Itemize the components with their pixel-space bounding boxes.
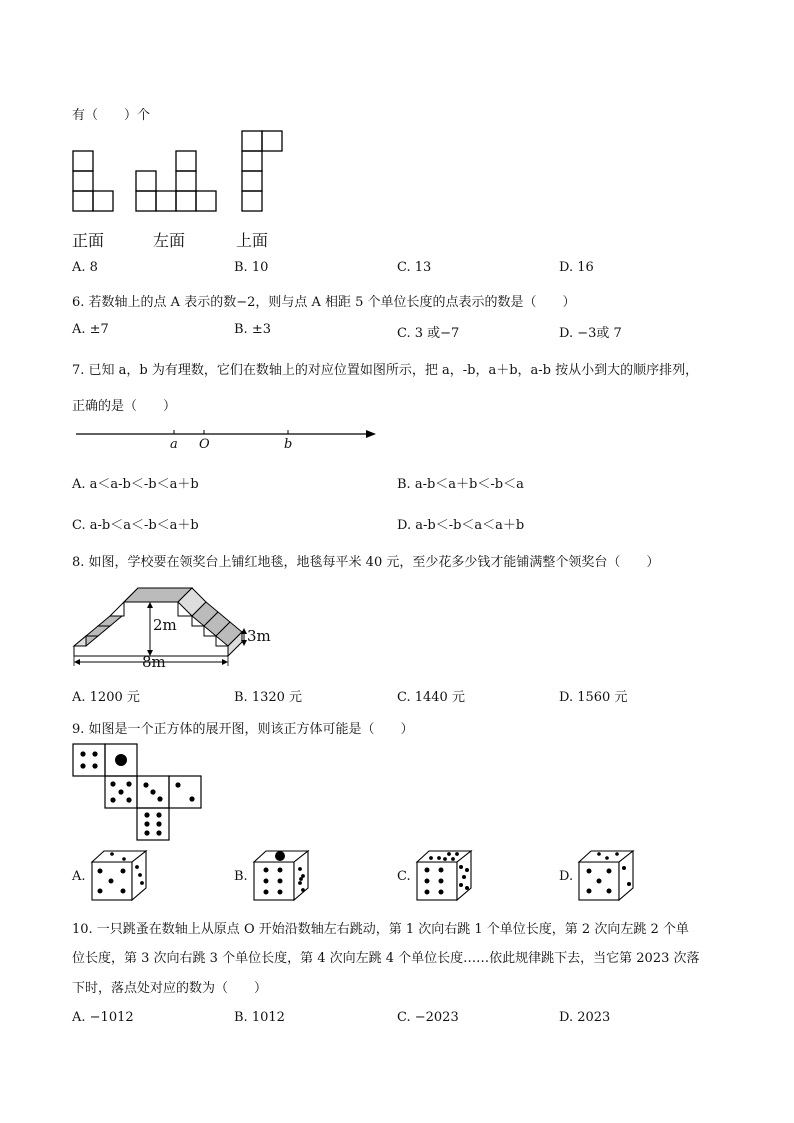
q6-option-d[interactable]: D. −3或 7: [559, 326, 622, 341]
q7-text-line2: 正确的是（ ）: [72, 399, 177, 414]
q9-option-a-cube[interactable]: [90, 850, 152, 902]
q5-label-top: 上面: [236, 231, 269, 250]
q8-option-d[interactable]: D. 1560 元: [559, 690, 628, 705]
q7-option-d[interactable]: D. a-b＜-b＜a＜a＋b: [397, 518, 525, 533]
q5-option-a[interactable]: A. 8: [72, 260, 98, 275]
q8-dim-width: 8m: [142, 653, 166, 671]
q5-option-d[interactable]: D. 16: [559, 260, 594, 275]
q5-text: 有（ ）个: [72, 108, 151, 123]
q9-option-d-label[interactable]: D.: [559, 869, 574, 884]
q5-label-left: 左面: [153, 231, 186, 250]
q8-option-b[interactable]: B. 1320 元: [234, 690, 303, 705]
q10-text-line2: 位长度，第 3 次向右跳 3 个单位长度，第 4 次向左跳 4 个单位长度……依此规律跳下去，当它第 2023 次落: [72, 951, 700, 966]
q10-text-line1: 10. 一只跳蚤在数轴上从原点 O 开始沿数轴左右跳动，第 1 次向右跳 1 个单位长度，第 2 次向左跳 2 个单: [72, 922, 689, 937]
q9-option-b-cube[interactable]: [252, 850, 314, 902]
q6-option-a[interactable]: A. ±7: [72, 322, 109, 337]
q5-left-view: [135, 150, 219, 214]
q7-axis-label-a: a: [170, 437, 178, 452]
q7-option-b[interactable]: B. a-b＜a＋b＜-b＜a: [397, 477, 524, 492]
q6-option-b[interactable]: B. ±3: [234, 322, 271, 337]
q10-text-line3: 下时，落点处对应的数为（ ）: [72, 981, 268, 996]
q5-front-view: [72, 150, 116, 214]
q7-option-c[interactable]: C. a-b＜a＜-b＜a＋b: [72, 518, 199, 533]
q10-option-a[interactable]: A. −1012: [72, 1010, 134, 1025]
q9-cube-net: [72, 743, 206, 843]
q9-text: 9. 如图是一个正方体的展开图，则该正方体可能是（ ）: [72, 722, 414, 737]
q8-text: 8. 如图，学校要在领奖台上铺红地毯，地毯每平米 40 元，至少花多少钱才能铺满整个领奖台（ ）: [72, 555, 660, 570]
q8-option-c[interactable]: C. 1440 元: [397, 690, 465, 705]
q9-option-c-cube[interactable]: [415, 850, 477, 902]
q9-option-d-cube[interactable]: [577, 850, 639, 902]
q7-axis-label-b: b: [284, 437, 293, 452]
q8-podium-figure: [72, 580, 282, 672]
q7-axis-label-o: O: [199, 437, 210, 452]
q7-option-a[interactable]: A. a＜a-b＜-b＜a＋b: [72, 477, 199, 492]
q6-text: 6. 若数轴上的点 A 表示的数−2，则与点 A 相距 5 个单位长度的点表示的数是（ ）: [72, 295, 576, 310]
q9-option-c-label[interactable]: C.: [397, 869, 411, 884]
q10-option-b[interactable]: B. 1012: [234, 1010, 285, 1025]
q8-option-a[interactable]: A. 1200 元: [72, 690, 140, 705]
q6-option-c[interactable]: C. 3 或−7: [397, 326, 460, 341]
q9-option-b-label[interactable]: B.: [234, 869, 248, 884]
q5-label-front: 正面: [72, 231, 105, 250]
q8-dim-depth: 3m: [247, 627, 271, 645]
q7-number-line: [76, 426, 380, 456]
q5-top-view: [241, 130, 285, 214]
q9-option-a-label[interactable]: A.: [72, 869, 86, 884]
q10-option-d[interactable]: D. 2023: [559, 1010, 611, 1025]
q7-text-line1: 7. 已知 a，b 为有理数，它们在数轴上的对应位置如图所示，把 a，-b，a＋b，a-b 按从小到大的顺序排列，: [72, 363, 699, 378]
q5-option-c[interactable]: C. 13: [397, 260, 432, 275]
q10-option-c[interactable]: C. −2023: [397, 1010, 459, 1025]
q8-dim-height: 2m: [153, 616, 177, 634]
q5-option-b[interactable]: B. 10: [234, 260, 269, 275]
